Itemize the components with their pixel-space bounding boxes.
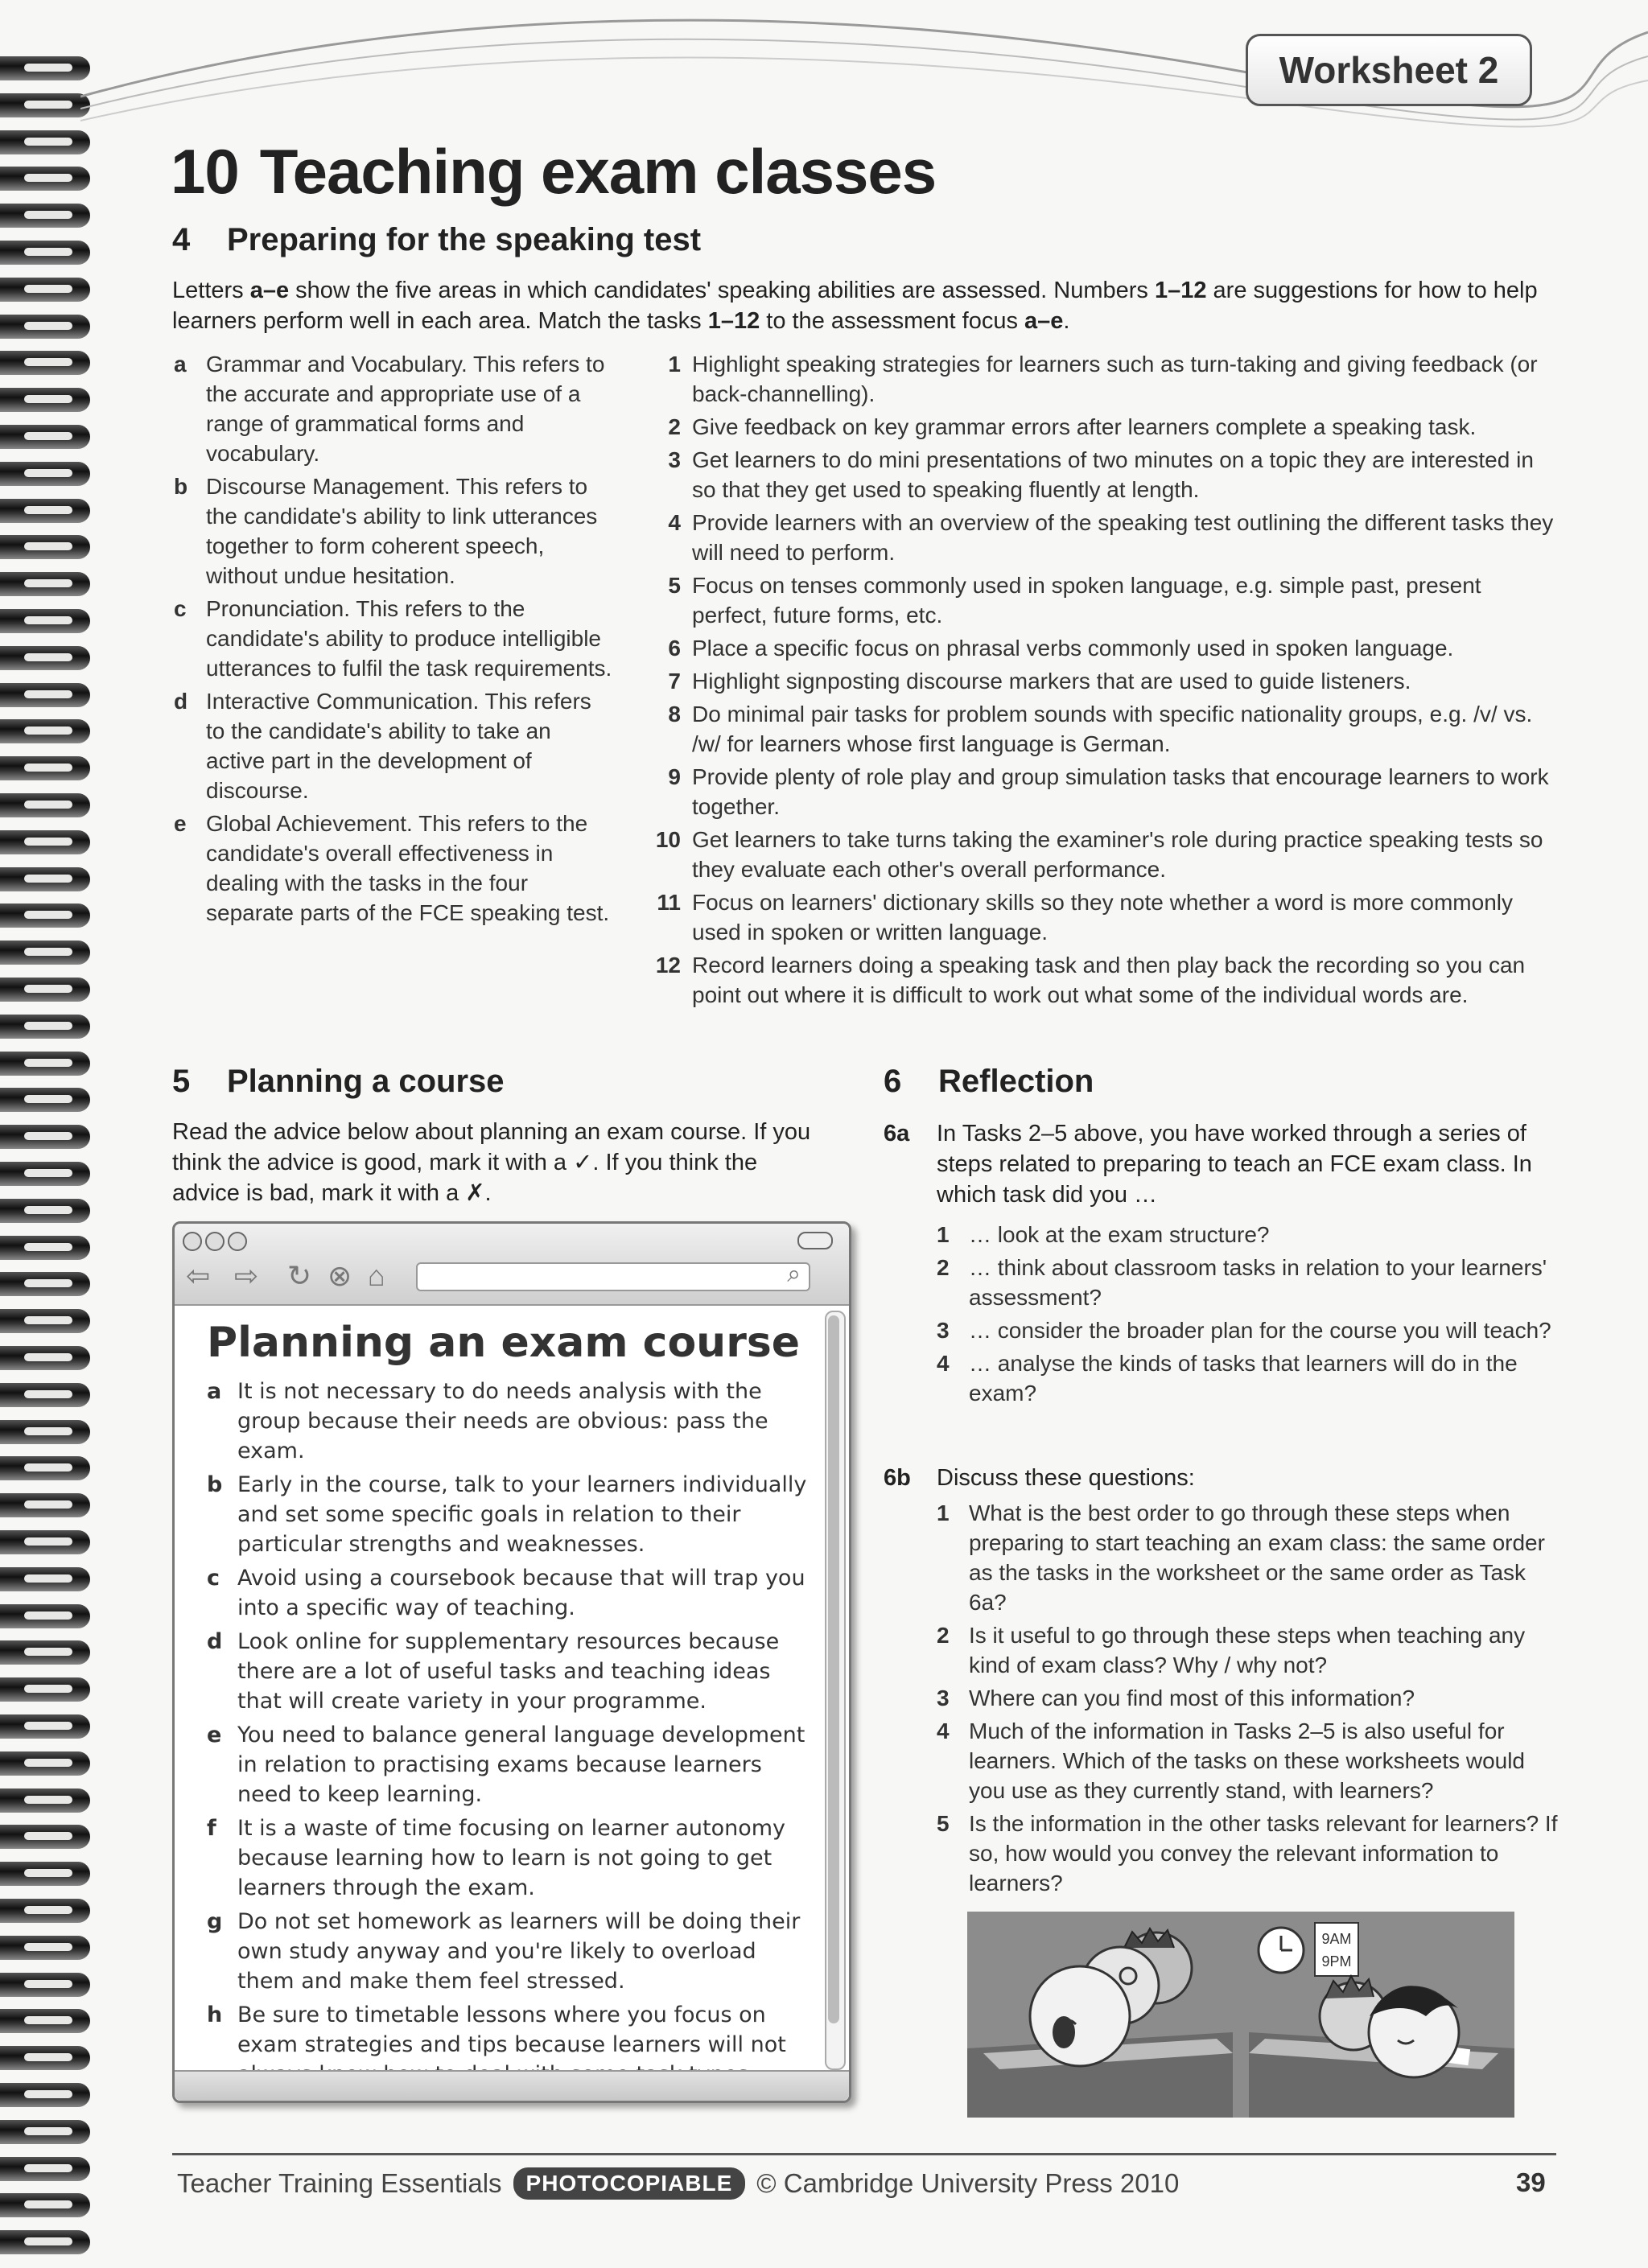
item-label: g — [207, 1909, 223, 1934]
binding-coil — [0, 93, 90, 117]
binding-coil — [0, 462, 90, 486]
item-text: Record learners doing a speaking task and then play back the recording so you can point out where it is difficult to work out what some of the individual words are. — [692, 953, 1526, 1007]
task-item — [650, 349, 1556, 409]
binding-coil — [0, 1309, 90, 1333]
section-6-title: Reflection — [938, 1064, 1094, 1099]
item-label: a — [174, 352, 187, 377]
question-item — [937, 1315, 1559, 1345]
task-item — [650, 508, 1556, 567]
task-item — [650, 887, 1556, 947]
item-label: 2 — [937, 1623, 950, 1648]
binding-coil — [0, 1936, 90, 1960]
item-label: 5 — [937, 1811, 950, 1836]
focus-item-a — [174, 349, 613, 468]
item-text: Is it useful to go through these steps when teaching any kind of exam class? Why / why not? — [969, 1623, 1526, 1677]
binding-coil — [0, 56, 90, 80]
item-text: … think about classroom tasks in relation to your learners' assessment? — [969, 1255, 1547, 1310]
item-text: … consider the broader plan for the course you will teach? — [969, 1318, 1551, 1343]
question-item — [937, 1620, 1559, 1680]
spiral-binding — [0, 0, 97, 2268]
binding-coil — [0, 1088, 90, 1112]
item-text: Interactive Communication. This refers to the candidate's ability to take an active part in the development of discourse. — [206, 689, 591, 803]
footer-copyright: © Cambridge University Press 2010 — [756, 2168, 1180, 2198]
binding-coil — [0, 941, 90, 965]
focus-item-b — [174, 471, 613, 591]
item-text: Give feedback on key grammar errors after learners complete a speaking task. — [692, 414, 1477, 439]
item-label: b — [174, 474, 188, 499]
binding-coil — [0, 830, 90, 854]
binding-coil — [0, 425, 90, 449]
item-text: Grammar and Vocabulary. This refers to the accurate and appropriate use of a range of grammatical forms and vocabulary. — [206, 352, 605, 466]
binding-coil — [0, 1973, 90, 1997]
unit-title: Teaching exam classes — [259, 136, 937, 207]
intro-bold: a–e — [1024, 308, 1064, 334]
item-label: 3 — [937, 1318, 950, 1343]
item-text: Place a specific focus on phrasal verbs commonly used in spoken language. — [692, 636, 1454, 661]
binding-coil — [0, 683, 90, 707]
item-label: 10 — [655, 827, 681, 852]
binding-coil — [0, 903, 90, 928]
binding-coil — [0, 2230, 90, 2254]
address-bar — [416, 1262, 810, 1291]
question-item — [937, 1498, 1559, 1617]
binding-coil — [0, 2193, 90, 2217]
item-label: 8 — [668, 702, 681, 727]
reload-icon: ↻ — [287, 1259, 312, 1292]
section-4-title: Preparing for the speaking test — [227, 222, 702, 257]
binding-coil — [0, 978, 90, 1002]
item-label: 3 — [937, 1686, 950, 1710]
back-arrow-icon: ⇦ — [186, 1259, 211, 1292]
question-item — [937, 1809, 1559, 1898]
binding-coil — [0, 1567, 90, 1591]
intro-text: Letters — [172, 278, 250, 303]
item-text: Be sure to timetable lessons where you focus on exam strategies and tips because learners will not — [237, 2003, 786, 2057]
item-label: c — [207, 1566, 220, 1591]
advice-item — [207, 1470, 818, 1559]
intro-text: to the assessment focus — [760, 308, 1025, 334]
question-item — [937, 1348, 1559, 1408]
item-text: What is the best order to go through these steps when preparing to start teaching an exam class: the same order as the tasks in the worksheet or the same order as Task 6a? — [969, 1500, 1545, 1615]
scrollbar-thumb — [828, 1315, 839, 2023]
item-text: Where can you find most of this information? — [969, 1686, 1415, 1710]
task-list — [650, 349, 1556, 1013]
item-text: … look at the exam structure? — [969, 1222, 1270, 1247]
section-6-number: 6 — [884, 1064, 902, 1099]
binding-coil — [0, 2083, 90, 2107]
page-number: 39 — [1516, 2167, 1546, 2197]
binding-coil — [0, 867, 90, 891]
section-4-intro — [172, 275, 1556, 336]
binding-coil — [0, 1015, 90, 1039]
binding-coil — [0, 278, 90, 302]
item-text: Get learners to do mini presentations of two minutes on a topic they are interested in so that they get used to speaking fluently at length. — [692, 447, 1534, 502]
item-text: It is a waste of time focusing on learner autonomy because learning how to learn is not going to get learners through the exam. — [237, 1816, 786, 1900]
browser-page-title: Planning an exam course — [207, 1319, 801, 1367]
item-text: Is the information in the other tasks relevant for learners? If so, how would you convey the relevant information to learners? — [969, 1811, 1558, 1895]
binding-coil — [0, 351, 90, 375]
item-text: Pronunciation. This refers to the candidate's ability to produce intelligible utterances to fulfil the task requirements. — [206, 596, 612, 681]
question-6a-list — [937, 1220, 1559, 1411]
question-6a-label: 6a — [884, 1121, 910, 1146]
binding-coil — [0, 1383, 90, 1407]
advice-item — [207, 1907, 818, 1996]
binding-coil — [0, 1456, 90, 1480]
item-text: Early in the course, talk to your learners individually and set some specific goals in relation to their particular strengths and weaknesses. — [237, 1472, 807, 1557]
item-label: 9 — [668, 764, 681, 789]
item-label: f — [207, 1816, 216, 1841]
browser-toolbar — [175, 1224, 849, 1306]
task-item — [650, 412, 1556, 442]
footer-book-title: Teacher Training Essentials — [177, 2168, 502, 2198]
intro-bold: 1–12 — [1154, 278, 1207, 303]
advice-item — [207, 1627, 818, 1716]
home-icon: ⌂ — [368, 1259, 385, 1292]
binding-coil — [0, 1125, 90, 1149]
binding-coil — [0, 793, 90, 817]
item-text: Discourse Management. This refers to the candidate's ability to link utterances together to form coherent speech, without undue hesitation. — [206, 474, 598, 588]
zoom-dot-icon — [228, 1232, 247, 1251]
advice-list — [207, 1377, 818, 2093]
binding-coil — [0, 1199, 90, 1223]
item-text: Much of the information in Tasks 2–5 is also useful for learners. Which of the tasks on these worksheets would you use as they currently stand, with learners? — [969, 1718, 1526, 1803]
worksheet-tab: Worksheet 2 — [1246, 34, 1532, 106]
item-text: It is not necessary to do needs analysis with the group because their needs are obvious: pass the exam. — [237, 1379, 768, 1463]
item-label: e — [207, 1723, 222, 1747]
binding-coil — [0, 1530, 90, 1554]
item-label: 2 — [937, 1255, 950, 1280]
item-label: 1 — [937, 1222, 950, 1247]
stop-icon: ⊗ — [328, 1259, 352, 1292]
binding-coil — [0, 535, 90, 559]
item-label: 1 — [937, 1500, 950, 1525]
item-text: Look online for supplementary resources because there are a lot of useful tasks and teaching ideas that will create variety in your programme. — [237, 1629, 780, 1714]
item-label: 4 — [668, 510, 681, 535]
section-5-title: Planning a course — [227, 1064, 505, 1099]
item-label: a — [207, 1379, 222, 1404]
browser-window-illustration — [172, 1221, 851, 2103]
question-6b-text: Discuss these questions: — [937, 1465, 1195, 1491]
item-label: 1 — [668, 352, 681, 377]
minimize-dot-icon — [205, 1232, 225, 1251]
question-item — [937, 1683, 1559, 1713]
question-6b-list — [937, 1498, 1559, 1901]
binding-coil — [0, 2046, 90, 2070]
binding-coil — [0, 1677, 90, 1702]
item-label: 3 — [668, 447, 681, 472]
section-6-heading — [884, 1064, 1094, 1100]
advice-item — [207, 1563, 818, 1623]
item-label: h — [207, 2003, 223, 2027]
toolbar-toggle-icon — [797, 1232, 833, 1249]
task-item — [650, 445, 1556, 504]
horizontal-scrollbar — [175, 2070, 849, 2101]
intro-text: show the five areas in which candidates' speaking abilities are assessed. Numbers — [289, 278, 1155, 303]
task-item — [650, 699, 1556, 759]
unit-number: 10 — [171, 136, 239, 207]
binding-coil — [0, 499, 90, 523]
page-title — [171, 135, 936, 208]
binding-coil — [0, 646, 90, 670]
binding-coil — [0, 2157, 90, 2181]
binding-coil — [0, 1788, 90, 1813]
students-drawing — [967, 1912, 1514, 2118]
item-label: 4 — [937, 1351, 950, 1376]
binding-coil — [0, 719, 90, 743]
binding-coil — [0, 1640, 90, 1665]
item-label: 12 — [655, 953, 681, 978]
advice-item — [207, 1377, 818, 1466]
binding-coil — [0, 1604, 90, 1628]
item-text: You need to balance general language development in relation to practising exams because learners need to keep learning. — [237, 1723, 805, 1807]
clock-time-pm: 9PM — [1321, 1953, 1352, 1970]
binding-coil — [0, 315, 90, 339]
task-item — [650, 950, 1556, 1010]
item-label: e — [174, 811, 187, 836]
section-5-number: 5 — [172, 1064, 191, 1099]
item-text: Highlight speaking strategies for learners such as turn-taking and giving feedback (or back-channelling). — [692, 352, 1538, 406]
item-label: 6 — [668, 636, 681, 661]
binding-coil — [0, 2120, 90, 2144]
item-label: 4 — [937, 1718, 950, 1743]
assessment-focus-list — [174, 349, 613, 931]
item-text: Get learners to take turns taking the examiner's role during practice speaking tests so they evaluate each other's overall performance. — [692, 827, 1543, 882]
item-text: Highlight signposting discourse markers that are used to guide listeners. — [692, 669, 1411, 694]
intro-bold: a–e — [249, 278, 290, 303]
binding-coil — [0, 1751, 90, 1776]
section-5-heading — [172, 1064, 505, 1100]
item-label: 2 — [668, 414, 681, 439]
intro-bold: 1–12 — [707, 308, 760, 334]
binding-coil — [0, 1899, 90, 1923]
vertical-scrollbar — [825, 1311, 846, 2070]
binding-coil — [0, 1272, 90, 1296]
binding-coil — [0, 1493, 90, 1517]
close-dot-icon — [183, 1232, 202, 1251]
focus-item-e — [174, 809, 613, 928]
question-item — [937, 1716, 1559, 1805]
binding-coil — [0, 388, 90, 412]
binding-coil — [0, 204, 90, 228]
item-text: Do not set homework as learners will be doing their own study anyway and you're likely to overload them and make them feel stressed. — [237, 1909, 801, 1994]
task-item — [650, 666, 1556, 696]
sleepy-students-illustration — [967, 1912, 1514, 2118]
item-text: Avoid using a coursebook because that will trap you into a specific way of teaching. — [237, 1566, 805, 1620]
search-icon: ⌕ — [787, 1261, 801, 1287]
item-label: d — [174, 689, 188, 714]
item-text: Provide plenty of role play and group simulation tasks that encourage learners to work together. — [692, 764, 1549, 819]
question-6b-label: 6b — [884, 1465, 911, 1491]
binding-coil — [0, 1052, 90, 1076]
binding-coil — [0, 167, 90, 191]
binding-coil — [0, 1346, 90, 1370]
forward-arrow-icon: ⇨ — [234, 1259, 259, 1292]
binding-coil — [0, 609, 90, 633]
advice-item — [207, 1720, 818, 1809]
binding-coil — [0, 1236, 90, 1260]
binding-coil — [0, 130, 90, 154]
item-label: 11 — [657, 890, 681, 915]
item-text: … analyse the kinds of tasks that learners will do in the exam? — [969, 1351, 1518, 1406]
binding-coil — [0, 756, 90, 780]
task-item — [650, 825, 1556, 884]
item-label: 7 — [668, 669, 681, 694]
section-4-heading — [172, 222, 701, 258]
clock-time-am: 9AM — [1321, 1931, 1352, 1947]
binding-coil — [0, 572, 90, 596]
focus-item-d — [174, 686, 613, 805]
advice-item — [207, 1813, 818, 1903]
question-6a-text: In Tasks 2–5 above, you have worked through a series of steps related to preparing to teach an FCE exam class. In which task did you … — [937, 1121, 1532, 1208]
binding-coil — [0, 1714, 90, 1739]
question-6b — [884, 1463, 1559, 1493]
task-item — [650, 762, 1556, 821]
section-5-intro: Read the advice below about planning an exam course. If you think the advice is good, mark it with a ✓. If you think the advice is bad, mark it with a ✗. — [172, 1119, 811, 1206]
question-6a — [884, 1118, 1559, 1210]
binding-coil — [0, 2009, 90, 2033]
item-text: Global Achievement. This refers to the candidate's overall effectiveness in dealing with the tasks in the four separate parts of the FCE speaking test. — [206, 811, 610, 925]
item-label: b — [207, 1472, 223, 1497]
question-item — [937, 1220, 1559, 1249]
binding-coil — [0, 1420, 90, 1444]
focus-item-c — [174, 594, 613, 683]
item-text: Focus on tenses commonly used in spoken language, e.g. simple past, present perfect, future forms, etc. — [692, 573, 1481, 628]
item-label: c — [174, 596, 187, 621]
item-label: 5 — [668, 573, 681, 598]
photocopiable-badge: PHOTOCOPIABLE — [513, 2167, 746, 2200]
task-item — [650, 633, 1556, 663]
item-text: Focus on learners' dictionary skills so they note whether a word is more commonly used in spoken or written language. — [692, 890, 1513, 945]
task-item — [650, 570, 1556, 630]
footer-rule — [172, 2153, 1556, 2155]
footer — [177, 2167, 1179, 2200]
binding-coil — [0, 1825, 90, 1849]
item-text: Do minimal pair tasks for problem sounds with specific nationality groups, e.g. /v/ vs. /w/ for learners whose first language is German. — [692, 702, 1533, 756]
binding-coil — [0, 1862, 90, 1886]
intro-text: are suggestions for how to help learners perform well in each area. Match the tasks — [172, 278, 1538, 334]
intro-text: . — [1063, 308, 1070, 334]
item-text: Provide learners with an overview of the speaking test outlining the different tasks they will need to perform. — [692, 510, 1554, 565]
section-4-number: 4 — [172, 222, 191, 257]
question-item — [937, 1253, 1559, 1312]
item-label: d — [207, 1629, 223, 1654]
binding-coil — [0, 241, 90, 265]
binding-coil — [0, 1162, 90, 1186]
